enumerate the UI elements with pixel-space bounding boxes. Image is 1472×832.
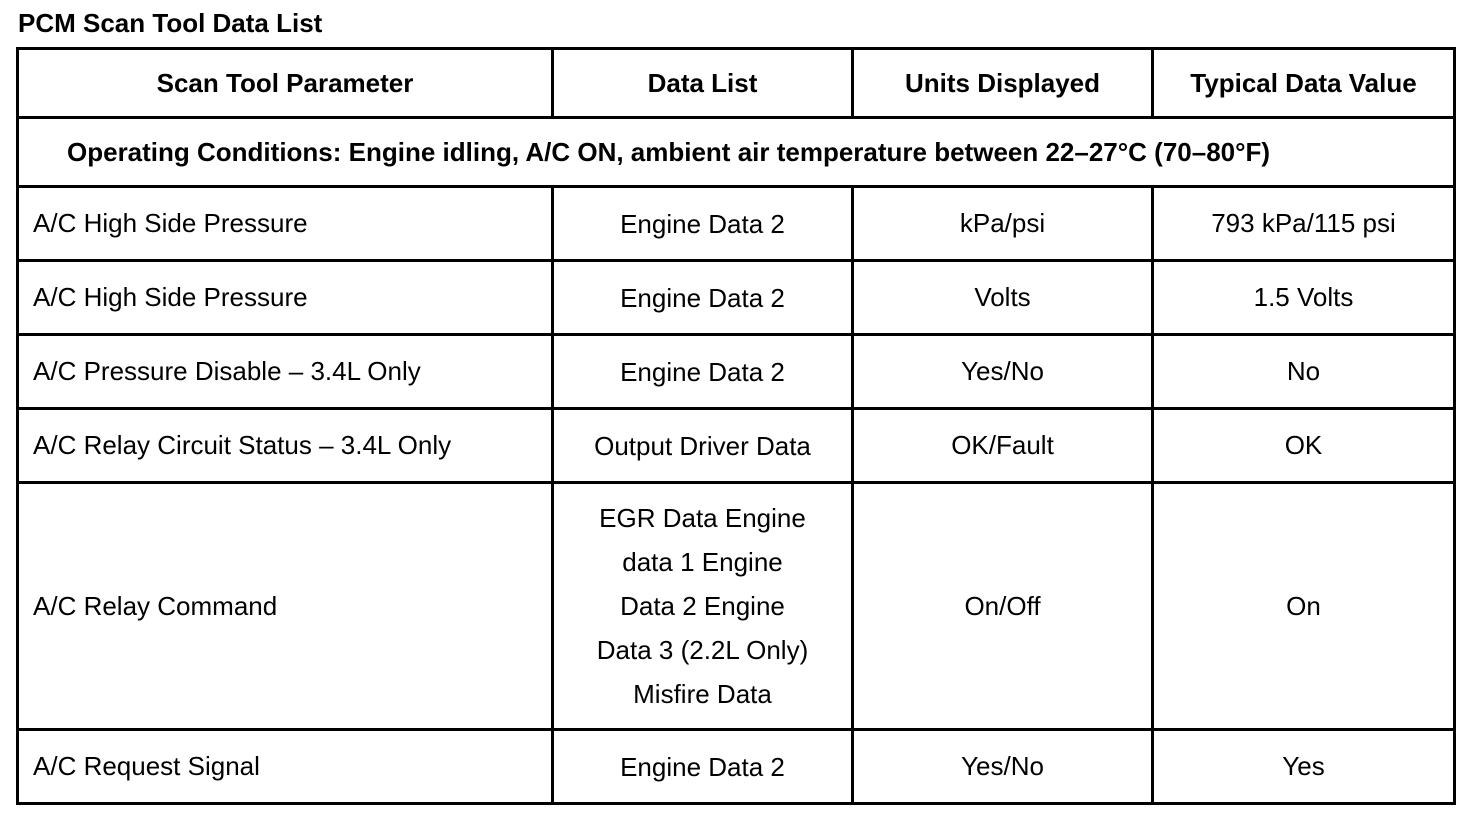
cell-parameter: A/C High Side Pressure bbox=[18, 187, 553, 261]
cell-units: OK/Fault bbox=[853, 409, 1153, 483]
cell-units: Yes/No bbox=[853, 335, 1153, 409]
table-row bbox=[18, 730, 1455, 804]
cell-typical-value: 793 kPa/115 psi bbox=[1153, 187, 1455, 261]
cell-data-list: Output Driver Data bbox=[553, 409, 853, 483]
scan-tool-data-table bbox=[16, 47, 1456, 805]
cell-parameter: A/C Relay Command bbox=[18, 483, 553, 730]
table-row bbox=[18, 261, 1455, 335]
header-units-displayed: Units Displayed bbox=[853, 49, 1153, 118]
operating-conditions-row bbox=[18, 118, 1455, 187]
cell-data-list: EGR Data Engine data 1 Engine Data 2 Engine Data 3 (2.2L Only) Misfire Data bbox=[553, 483, 853, 730]
cell-units: kPa/psi bbox=[853, 187, 1153, 261]
cell-typical-value: 1.5 Volts bbox=[1153, 261, 1455, 335]
cell-typical-value: No bbox=[1153, 335, 1455, 409]
operating-conditions-text: Operating Conditions: Engine idling, A/C ON, ambient air temperature between 22–27°C (70–80°F) bbox=[18, 118, 1455, 187]
cell-data-list: Engine Data 2 bbox=[553, 335, 853, 409]
cell-parameter: A/C Request Signal bbox=[18, 730, 553, 804]
table-row bbox=[18, 187, 1455, 261]
cell-typical-value: OK bbox=[1153, 409, 1455, 483]
table-header-row bbox=[18, 49, 1455, 118]
table-row bbox=[18, 409, 1455, 483]
cell-typical-value: On bbox=[1153, 483, 1455, 730]
cell-parameter: A/C Relay Circuit Status – 3.4L Only bbox=[18, 409, 553, 483]
cell-typical-value: Yes bbox=[1153, 730, 1455, 804]
header-scan-tool-parameter: Scan Tool Parameter bbox=[18, 49, 553, 118]
table-row bbox=[18, 335, 1455, 409]
table-row bbox=[18, 483, 1455, 730]
header-data-list: Data List bbox=[553, 49, 853, 118]
cell-data-list: Engine Data 2 bbox=[553, 261, 853, 335]
cell-units: Yes/No bbox=[853, 730, 1153, 804]
page-title: PCM Scan Tool Data List bbox=[18, 8, 323, 38]
header-typical-data-value: Typical Data Value bbox=[1153, 49, 1455, 118]
cell-parameter: A/C Pressure Disable – 3.4L Only bbox=[18, 335, 553, 409]
cell-units: On/Off bbox=[853, 483, 1153, 730]
cell-units: Volts bbox=[853, 261, 1153, 335]
cell-parameter: A/C High Side Pressure bbox=[18, 261, 553, 335]
cell-data-list: Engine Data 2 bbox=[553, 187, 853, 261]
cell-data-list: Engine Data 2 bbox=[553, 730, 853, 804]
